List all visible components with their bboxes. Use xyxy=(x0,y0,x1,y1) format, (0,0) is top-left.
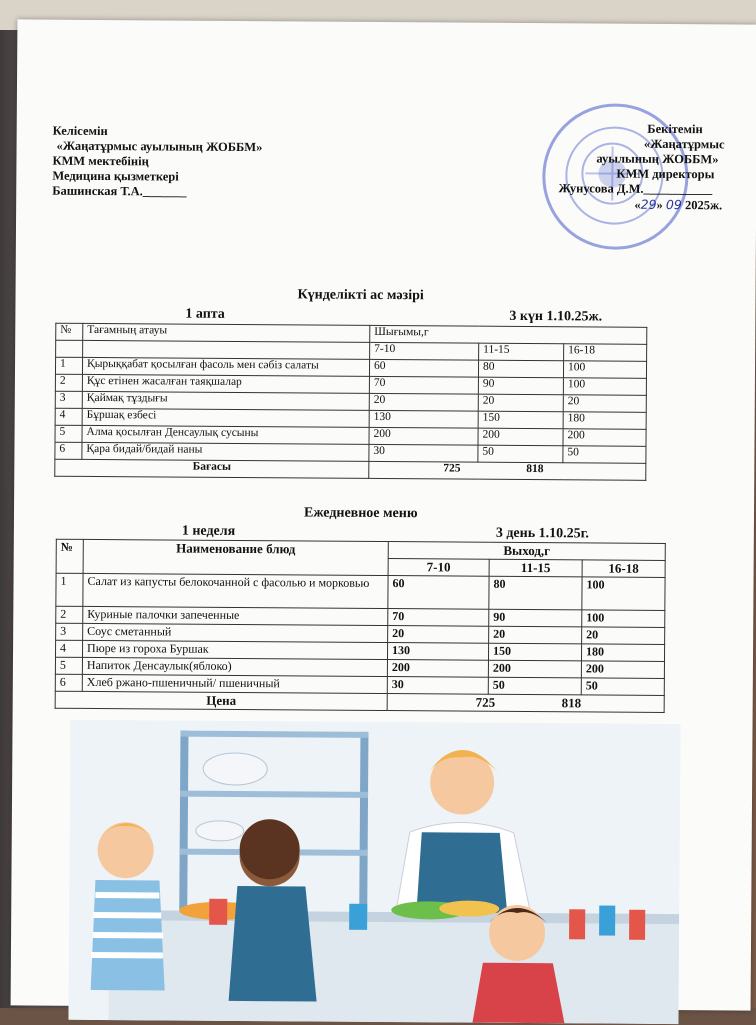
row-num: 2 xyxy=(56,606,83,623)
kk-age-group: 11-15 xyxy=(479,343,564,361)
canteen-illustration xyxy=(68,720,680,1024)
kk-col-name: Тағамның атауы xyxy=(83,323,370,342)
kk-price-values xyxy=(369,461,646,480)
dish-name: Салат из капусты белокочанной с фасолью и морковью xyxy=(83,573,388,608)
date-day: 29 xyxy=(640,196,657,212)
row-num: 3 xyxy=(56,623,83,640)
output-11-15: 50 xyxy=(488,677,581,695)
approval-left-line3: КММ мектебінің xyxy=(52,153,149,169)
approval-left-line4: Медицина қызметкері xyxy=(52,168,179,184)
kk-price-2: 818 xyxy=(526,462,544,476)
canteen-scene xyxy=(68,720,680,1024)
dish-name: Напиток Денсаулык(яблоко) xyxy=(82,657,387,676)
kk-age-group: 7-10 xyxy=(370,342,479,360)
ru-price-values xyxy=(387,694,664,713)
output-16-18: 20 xyxy=(582,627,665,645)
output-7-10: 200 xyxy=(369,427,478,445)
output-7-10: 30 xyxy=(387,677,488,695)
dish-name: Соус сметанный xyxy=(83,623,388,642)
date-close-quote: » xyxy=(656,197,663,212)
ru-price-1: 725 xyxy=(475,694,496,710)
output-7-10: 130 xyxy=(369,410,478,428)
output-16-18: 100 xyxy=(563,378,646,396)
dish-name: Хлеб ржано-пшеничный/ пшеничный xyxy=(82,674,387,693)
output-7-10: 60 xyxy=(388,576,489,610)
output-7-10: 130 xyxy=(387,643,488,661)
ru-col-name: Наименование блюд xyxy=(83,539,388,575)
dish-name: Құс етінен жасалған таяқшалар xyxy=(82,374,369,393)
output-11-15: 90 xyxy=(478,377,563,395)
kk-price-label: Бағасы xyxy=(55,459,369,478)
output-7-10: 70 xyxy=(388,609,489,627)
output-7-10: 70 xyxy=(369,376,478,394)
output-16-18: 180 xyxy=(563,412,646,430)
output-7-10: 60 xyxy=(369,359,478,377)
ru-menu-day: 3 день 1.10.25г. xyxy=(495,525,589,542)
dish-name: Алма қосылған Денсаулық сусыны xyxy=(82,425,369,444)
output-7-10: 20 xyxy=(369,393,478,411)
approval-right-line2: «Жаңатұрмыс xyxy=(643,136,725,152)
output-11-15: 150 xyxy=(488,643,581,661)
row-num: 4 xyxy=(55,408,82,425)
output-16-18: 20 xyxy=(563,395,646,413)
approval-date xyxy=(542,196,742,213)
approval-left-line2: «Жаңатұрмыс ауылының ЖОББМ» xyxy=(56,138,263,155)
ru-price-2: 818 xyxy=(561,695,582,711)
kk-menu-week: 1 апта xyxy=(185,306,225,322)
approval-right-line4: КММ директоры xyxy=(616,166,715,182)
dish-name: Қырыққабат қосылған фасоль мен сәбіз салаты xyxy=(82,357,369,376)
dish-name: Қара бидай/бидай наны xyxy=(82,442,369,461)
output-16-18: 50 xyxy=(581,678,664,696)
row-num: 2 xyxy=(55,374,82,391)
output-16-18: 200 xyxy=(581,661,664,679)
approval-left xyxy=(52,124,262,200)
table-row xyxy=(56,573,665,610)
approval-left-line5: Башинская Т.А._______ xyxy=(52,183,187,199)
approval-left-line1: Келісемін xyxy=(52,123,108,139)
output-7-10: 30 xyxy=(369,444,478,462)
ru-menu-week: 1 неделя xyxy=(181,523,236,539)
dish-name: Қаймақ тұздығы xyxy=(82,391,369,410)
output-16-18: 50 xyxy=(563,446,646,464)
dish-name: Куриные палочки запеченные xyxy=(83,606,388,625)
kk-price-1: 725 xyxy=(443,462,461,475)
output-16-18: 100 xyxy=(582,610,665,628)
approval-right xyxy=(542,121,743,213)
kk-menu-table xyxy=(54,323,647,481)
kk-col-output: Шығымы,г xyxy=(370,325,647,344)
dish-name: Бұршақ езбесі xyxy=(82,408,369,427)
ru-menu-table xyxy=(55,539,666,713)
kk-menu-day: 3 күн 1.10.25ж. xyxy=(509,308,603,325)
output-11-15: 80 xyxy=(478,360,563,378)
kk-subhdr-empty xyxy=(83,340,370,359)
output-11-15: 80 xyxy=(489,576,582,610)
output-7-10: 20 xyxy=(388,626,489,644)
approval-right-line1: Бекітемін xyxy=(647,121,703,137)
kk-menu-title: Күнделікті ас мәзірі xyxy=(297,287,424,304)
row-num: 1 xyxy=(55,357,82,374)
ru-age-group: 7-10 xyxy=(388,559,489,577)
approval-right-line5: Жунусова Д.М.___________ xyxy=(558,181,713,197)
date-open-quote: « xyxy=(634,197,641,212)
ru-age-group: 11-15 xyxy=(489,559,582,577)
output-11-15: 20 xyxy=(489,626,582,644)
kk-subhdr-empty xyxy=(56,340,83,357)
output-7-10: 200 xyxy=(387,660,488,678)
row-num: 5 xyxy=(55,657,82,674)
ru-col-output: Выход,г xyxy=(388,542,665,561)
row-num: 1 xyxy=(56,573,83,606)
row-num: 3 xyxy=(55,391,82,408)
output-11-15: 50 xyxy=(478,445,563,463)
row-num: 4 xyxy=(55,640,82,657)
output-16-18: 100 xyxy=(563,361,646,379)
output-11-15: 200 xyxy=(478,428,563,446)
kk-col-num: № xyxy=(56,323,83,340)
ru-col-num: № xyxy=(56,539,83,573)
date-year: 2025ж. xyxy=(684,198,723,213)
ru-menu-title: Ежедневное меню xyxy=(303,505,418,522)
ru-age-group: 16-18 xyxy=(582,560,665,578)
menu-sheet xyxy=(11,19,756,1010)
output-11-15: 150 xyxy=(478,411,563,429)
output-16-18: 200 xyxy=(563,429,646,447)
output-11-15: 20 xyxy=(478,394,563,412)
kk-age-group: 16-18 xyxy=(564,344,647,362)
output-11-15: 90 xyxy=(489,609,582,627)
approval-right-line3: ауылының ЖОББМ» xyxy=(596,151,719,167)
output-11-15: 200 xyxy=(488,660,581,678)
row-num: 5 xyxy=(55,425,82,442)
ru-price-label: Цена xyxy=(55,691,387,710)
row-num: 6 xyxy=(55,442,82,459)
date-month: 09 xyxy=(665,196,682,213)
output-16-18: 180 xyxy=(581,644,664,662)
row-num: 6 xyxy=(55,674,82,691)
output-16-18: 100 xyxy=(582,577,665,611)
dish-name: Пюре из гороха Буршак xyxy=(82,640,387,659)
